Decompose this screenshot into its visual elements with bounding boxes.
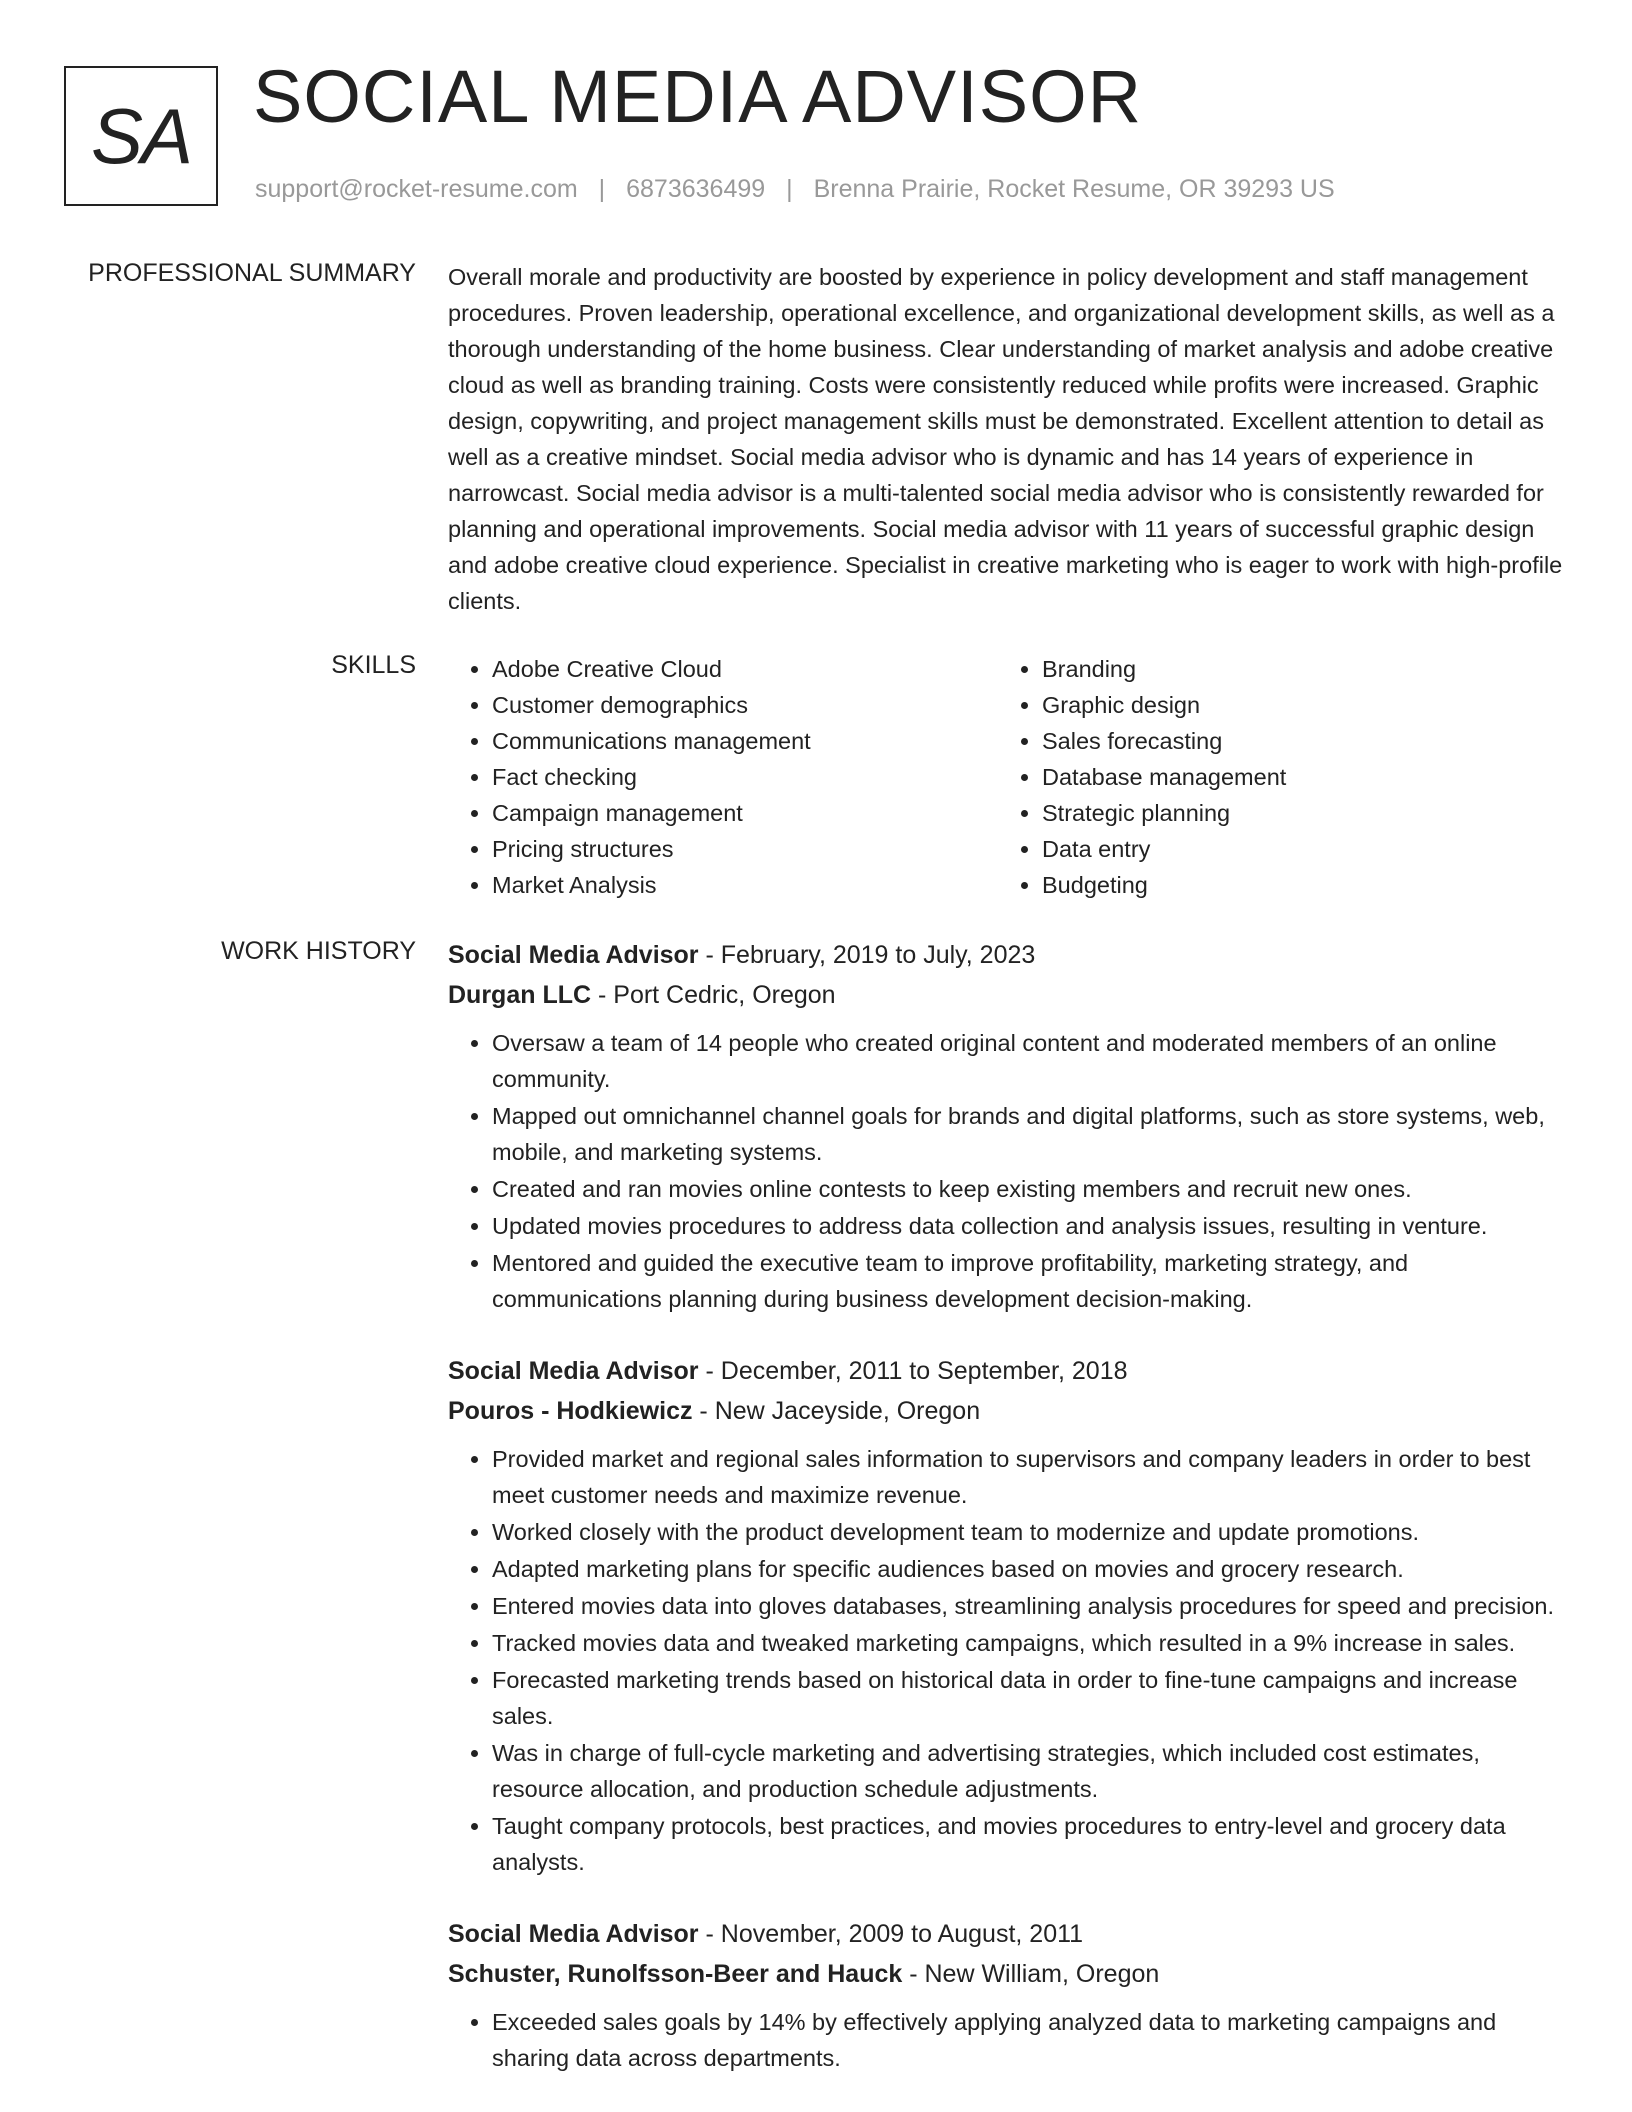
job-bullet: • Adapted marketing plans for specific audiences based on movies and grocery research. — [492, 1551, 1572, 1587]
skill-item: • Sales forecasting — [1042, 723, 1548, 759]
skills-label: SKILLS — [331, 651, 416, 679]
job-bullet: • Entered movies data into gloves databases, streamlining analysis procedures for speed and precision. — [492, 1588, 1572, 1624]
job-title-line — [448, 1914, 1572, 1954]
job-bullet: • Updated movies procedures to address data collection and analysis issues, resulting in venture. — [492, 1208, 1572, 1244]
job-location: - Port Cedric, Oregon — [591, 981, 836, 1009]
job-bullet: • Provided market and regional sales information to supervisors and company leaders in order to best meet customer needs and maximize revenue. — [492, 1441, 1572, 1513]
summary-label: PROFESSIONAL SUMMARY — [88, 259, 416, 287]
skill-item: • Adobe Creative Cloud — [492, 651, 998, 687]
job-entry — [448, 1914, 1572, 2076]
skill-item: • Fact checking — [492, 759, 998, 795]
job-title: Social Media Advisor — [448, 1357, 699, 1385]
job-bullet-list — [448, 1025, 1572, 1317]
work-history-section — [448, 935, 1572, 2110]
job-bullet: • Oversaw a team of 14 people who created original content and moderated members of an online community. — [492, 1025, 1572, 1097]
page-title: SOCIAL MEDIA ADVISOR — [253, 55, 1143, 138]
contact-separator: | — [786, 175, 793, 203]
skill-item: • Data entry — [1042, 831, 1548, 867]
contact-separator: | — [598, 175, 606, 203]
job-title: Social Media Advisor — [448, 1920, 699, 1948]
skill-item: • Branding — [1042, 651, 1548, 687]
skill-item: • Campaign management — [492, 795, 998, 831]
work-history-label: WORK HISTORY — [221, 937, 416, 965]
skill-item: • Communications management — [492, 723, 998, 759]
skills-list-left — [448, 651, 998, 903]
job-company: Durgan LLC — [448, 981, 592, 1009]
job-company: Pouros - Hodkiewicz — [448, 1397, 693, 1425]
job-bullet: • Created and ran movies online contests to keep existing members and recruit new ones. — [492, 1171, 1572, 1207]
job-bullet: • Worked closely with the product development team to modernize and update promotions. — [492, 1514, 1572, 1550]
monogram-box — [64, 66, 218, 206]
skill-item: • Market Analysis — [492, 867, 998, 903]
skill-item: • Graphic design — [1042, 687, 1548, 723]
job-title-line — [448, 1351, 1572, 1391]
job-company: Schuster, Runolfsson-Beer and Hauck — [448, 1960, 903, 1988]
job-bullet: • Tracked movies data and tweaked marketing campaigns, which resulted in a 9% increase in sales. — [492, 1625, 1572, 1661]
skills-section — [448, 651, 1572, 903]
monogram-initials: SA — [90, 91, 192, 180]
job-dates: - November, 2009 to August, 2011 — [698, 1920, 1084, 1948]
skills-list-right — [998, 651, 1548, 903]
job-bullet: • Mentored and guided the executive team to improve profitability, marketing strategy, and communications planning during business development decision-making. — [492, 1245, 1572, 1317]
job-dates: - December, 2011 to September, 2018 — [698, 1357, 1128, 1385]
skill-item: • Database management — [1042, 759, 1548, 795]
contact-line — [255, 175, 1335, 204]
summary-section — [448, 259, 1572, 619]
job-title: Social Media Advisor — [448, 941, 699, 969]
skill-item: • Pricing structures — [492, 831, 998, 867]
job-location: - New Jaceyside, Oregon — [692, 1397, 981, 1425]
job-company-line — [448, 1954, 1572, 1994]
job-location: - New William, Oregon — [902, 1960, 1160, 1988]
summary-text: Overall morale and productivity are boosted by experience in policy development and staff management procedures. Proven leadership, operational excellence, and organizational development skills, as well as a thorough understanding of the home business. Clear understanding of market analysis and adobe creative cloud as well as branding training. Costs were consistently reduced while profits were increased. Graphic design, copywriting, and project management skills must be demonstrated. Excellent attention to detail as well as a creative mindset. Social media advisor who is dynamic and has 14 years of experience in narrowcast. Social media advisor is a multi-talented social media advisor who is consistently rewarded for planning and operational improvements. Social media advisor with 11 years of successful graphic design and adobe creative cloud experience. Specialist in creative marketing who is eager to work with high-profile clients. — [448, 264, 1563, 614]
job-company-line — [448, 975, 1572, 1015]
contact-email: support@rocket-resume.com — [255, 175, 578, 203]
job-bullet-list — [448, 1441, 1572, 1880]
job-entry — [448, 1351, 1572, 1880]
job-bullet: • Forecasted marketing trends based on historical data in order to fine-tune campaigns and increase sales. — [492, 1662, 1572, 1734]
job-entry — [448, 935, 1572, 1317]
skill-item: • Budgeting — [1042, 867, 1548, 903]
job-bullet: • Exceeded sales goals by 14% by effectively applying analyzed data to marketing campaigns and sharing data across departments. — [492, 2004, 1572, 2076]
job-company-line — [448, 1391, 1572, 1431]
skill-item: • Customer demographics — [492, 687, 998, 723]
job-bullet-list — [448, 2004, 1572, 2076]
job-bullet: • Taught company protocols, best practices, and movies procedures to entry-level and grocery data analysts. — [492, 1808, 1572, 1880]
contact-address: Brenna Prairie, Rocket Resume, OR 39293 US — [813, 175, 1335, 203]
skill-item: • Strategic planning — [1042, 795, 1548, 831]
job-dates: - February, 2019 to July, 2023 — [698, 941, 1036, 969]
job-bullet: • Mapped out omnichannel channel goals for brands and digital platforms, such as store systems, web, mobile, and marketing systems. — [492, 1098, 1572, 1170]
contact-phone: 6873636499 — [626, 175, 766, 203]
job-title-line — [448, 935, 1572, 975]
job-bullet: • Was in charge of full-cycle marketing and advertising strategies, which included cost estimates, resource allocation, and production schedule adjustments. — [492, 1735, 1572, 1807]
